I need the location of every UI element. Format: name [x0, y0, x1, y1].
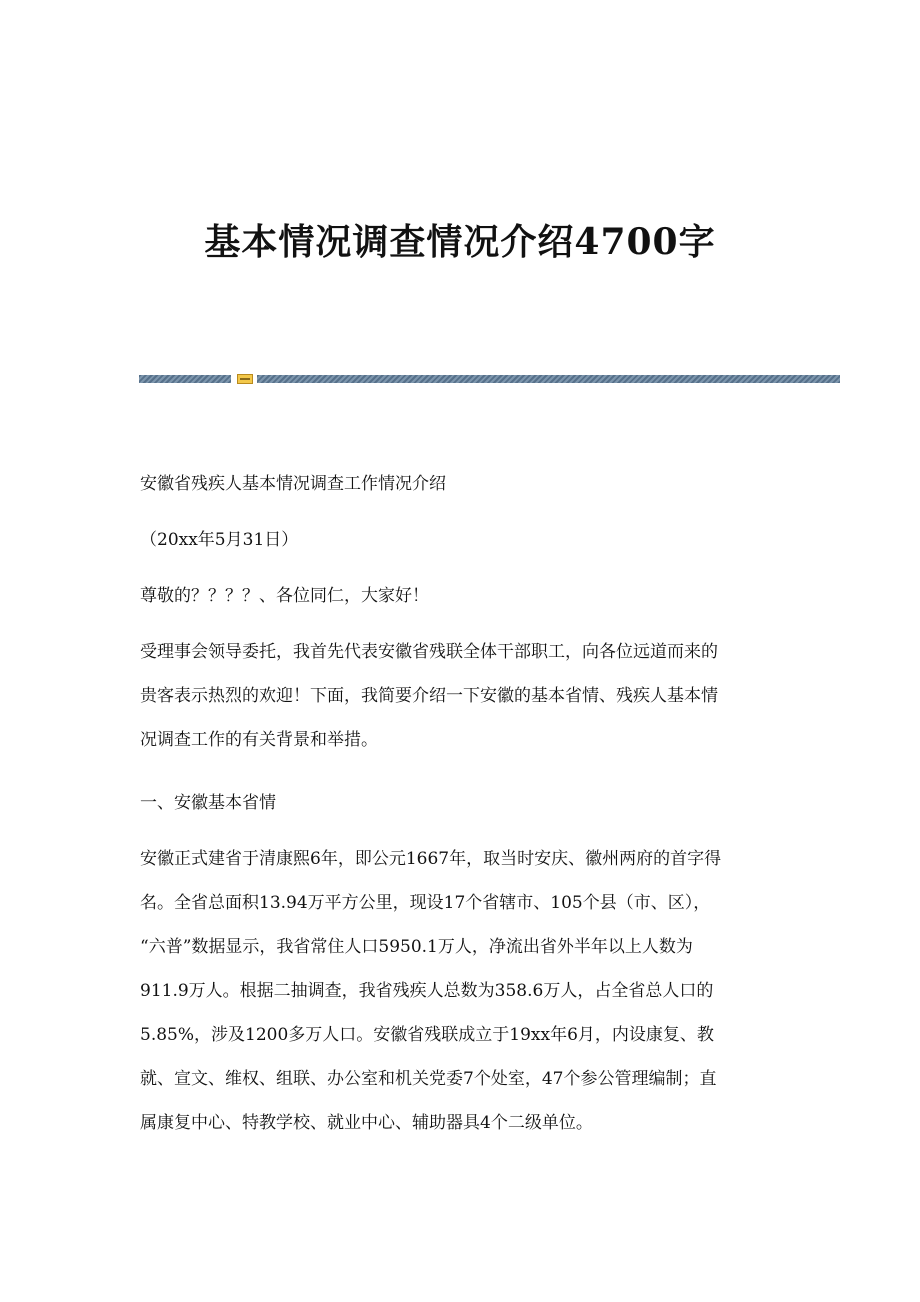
- text-line: 就、宣文、维权、组联、办公室和机关党委7个处室，47个参公管理编制；直: [140, 1069, 717, 1089]
- text-line: “六普”数据显示，我省常住人口5950.1万人，净流出省外半年以上人数为: [140, 937, 693, 957]
- text-line: 一、安徽基本省情: [140, 793, 276, 813]
- text-line: 安徽省残疾人基本情况调查工作情况介绍: [140, 474, 446, 494]
- text-line: 911.9万人。根据二抽调查，我省残疾人总数为358.6万人，占全省总人口的: [140, 981, 714, 1001]
- text-line: 受理事会领导委托，我首先代表安徽省残联全体干部职工，向各位远道而来的: [140, 642, 718, 662]
- section-heading: [140, 781, 780, 825]
- divider-ornament-icon: [237, 374, 253, 384]
- paragraph-province-info: [140, 837, 780, 1145]
- text-line: （20xx年5月31日）: [140, 530, 299, 550]
- text-line: 尊敬的？？？？、各位同仁，大家好！: [140, 586, 429, 606]
- text-line: 5.85%，涉及1200多万人口。安徽省残联成立于19xx年6月，内设康复、教: [140, 1025, 714, 1045]
- paragraph-heading: [140, 462, 780, 506]
- paragraph-date: [140, 518, 780, 562]
- divider-left-bar: [139, 375, 231, 383]
- paragraph-greeting: [140, 574, 780, 618]
- paragraph-welcome: [140, 630, 780, 762]
- text-line: 贵客表示热烈的欢迎！下面，我简要介绍一下安徽的基本省情、残疾人基本情: [140, 686, 718, 706]
- document-title: 基本情况调查情况介绍4700字: [204, 221, 716, 263]
- divider-right-bar: [257, 375, 840, 383]
- text-line: 属康复中心、特教学校、就业中心、辅助器具4个二级单位。: [140, 1113, 593, 1133]
- text-line: 况调查工作的有关背景和举措。: [140, 730, 378, 750]
- text-line: 安徽正式建省于清康熙6年，即公元1667年，取当时安庆、徽州两府的首字得: [140, 849, 722, 869]
- text-line: 名。全省总面积13.94万平方公里，现设17个省辖市、105个县（市、区），: [140, 893, 711, 913]
